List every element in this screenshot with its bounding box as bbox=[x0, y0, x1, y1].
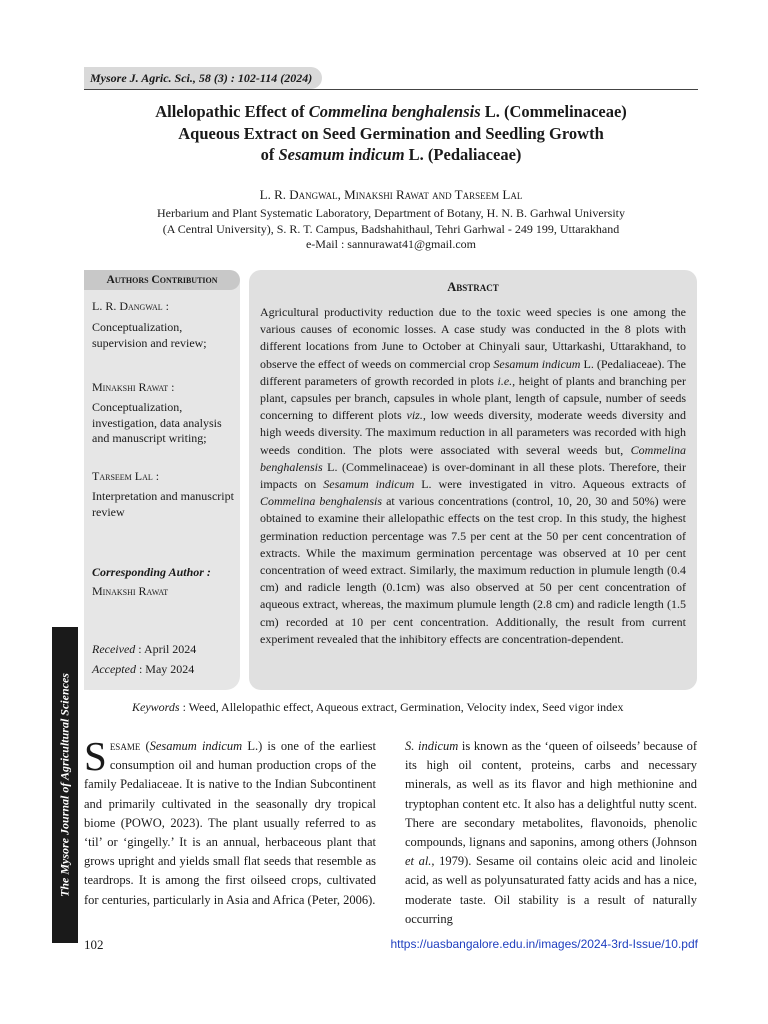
keywords: Keywords : Weed, Allelopathic effect, Aqueous extract, Germination, Velocity index, Seed vigor index bbox=[132, 700, 624, 714]
header-rule bbox=[84, 89, 698, 90]
affiliation: Herbarium and Plant Systematic Laboratory, Department of Botany, H. N. B. Garhwal University (A Central University), S. R. T. Campus, Badshahithaul, Tehri Garhwal - 249 199, Uttarakhand e-Mail : sannurawat41@gmail.com bbox=[84, 206, 698, 253]
author2-role: Conceptualization, investigation, data analysis and manuscript writing; bbox=[92, 400, 222, 445]
drop-cap: S bbox=[84, 733, 107, 779]
body-column-left: Sesame (Sesamum indicum L.) is one of the earliest consumption oil and human production crops of the family Pedaliaceae. It is native to the Indian Subcontinent and primarily cultivated in the seasonally dry tropical biome (POWO, 2023). The plant usually referred to as ‘til’ or ‘gingelly.’ It is an annual, herbaceous plant that grows upright and yields small flat seeds that resemble as teardrops. It is among the first oilseed crops, cultivated for centuries, particularly in Asia and Africa (Peter, 2006). bbox=[84, 733, 376, 907]
source-url-link[interactable]: https://uasbangalore.edu.in/images/2024-3rd-Issue/10.pdf bbox=[390, 937, 698, 951]
page-number: 102 bbox=[84, 937, 104, 952]
author3-role: Interpretation and manuscript review bbox=[92, 489, 234, 519]
body-column-right: S. indicum is known as the ‘queen of oilseeds’ because of its high oil content, proteins, carbs and necessary minerals, as well as its flavor and high methionine and tryptophan content etc. It also has a delightful nutty scent. There are secondary metabolites, flavonoids, phenolic compounds, lignans and saponins, among others (Johnson et al., 1979). Sesame oil contains oleic acid and linoleic acid, as well as polyunsaturated fatty acids and has a nice, moderate taste. Oil stability is a result of naturally occurring bbox=[405, 739, 697, 926]
author1-name: L. R. Dangwal : bbox=[92, 299, 169, 313]
abstract-heading: Abstract bbox=[447, 280, 499, 294]
abstract-text: Agricultural productivity reduction due to the toxic weed species is one among the various causes of economic losses. A case study was conducted in the 8 plots with different locations from June to October at Chinyali saur, Uttarkashi, Uttarakhand, to observe the effect of weeds on commercial crop Sesamum indicum L. (Pedaliaceae). The different parameters of growth recorded in plots i.e., height of plants and branching per plant, capsules per branch, capsules in whole plant, length of capsule, number of seeds concerning to different plots viz., low weeds diversity, moderate weeds diversity and high weeds diversity. The maximum reduction in all parameters was recorded with high weeds condition. The plots were associated with several weeds but, Commelina benghalensis L. (Commelinaceae) is over-dominant in all these plots. Therefore, their impacts on Sesamum indicum L. were investigated in vitro. Aqueous extracts of Commelina benghalensis at various concentrations (control, 10, 20, 30 and 50%) were obtained to examine their allelopathic effects on the test crop. In this study, the highest germination reduction percentage was 7.5 per cent at the 50 per cent concentration of extracts. While the maximum germination percentage was observed at 10 per cent concentration of weed extract. Similarly, the maximum reduction in plumule length (0.4 cm) and radicle length (0.1cm) was also observed at 50 per cent concentration of aqueous extract, whereas, the maximum plumule length (2.8 cm) and radicle length (1.5 cm) recorded at 10 per cent concentration. Additionally, the result from current experiment revealed that the inhibitory effects are concentration-dependent. bbox=[260, 305, 686, 646]
author-list: L. R. Dangwal, Minakshi Rawat and Tarseem Lal bbox=[259, 187, 523, 202]
article-title: Allelopathic Effect of Commelina benghalensis L. (Commelinaceae) Aqueous Extract on Seed Germination and Seedling Growth of Sesamum indicum L. (Pedaliaceae) bbox=[155, 102, 627, 164]
author1-role: Conceptualization, supervision and review; bbox=[92, 320, 207, 350]
author3-name: Tarseem Lal : bbox=[92, 469, 160, 483]
corresponding-label: Corresponding Author : bbox=[92, 565, 211, 579]
corresponding-name: Minakshi Rawat bbox=[92, 584, 169, 598]
email[interactable]: e-Mail : sannurawat41@gmail.com bbox=[305, 237, 476, 251]
journal-sidebar-text: The Mysore Journal of Agricultural Sciences bbox=[57, 673, 72, 897]
contributions-heading: Authors Contribution bbox=[84, 270, 240, 290]
author2-name: Minakshi Rawat : bbox=[92, 380, 175, 394]
received-date: Received : April 2024 bbox=[92, 642, 197, 656]
journal-citation: Mysore J. Agric. Sci., 58 (3) : 102-114 (2024) bbox=[84, 67, 322, 89]
accepted-date: Accepted : May 2024 bbox=[92, 662, 195, 676]
